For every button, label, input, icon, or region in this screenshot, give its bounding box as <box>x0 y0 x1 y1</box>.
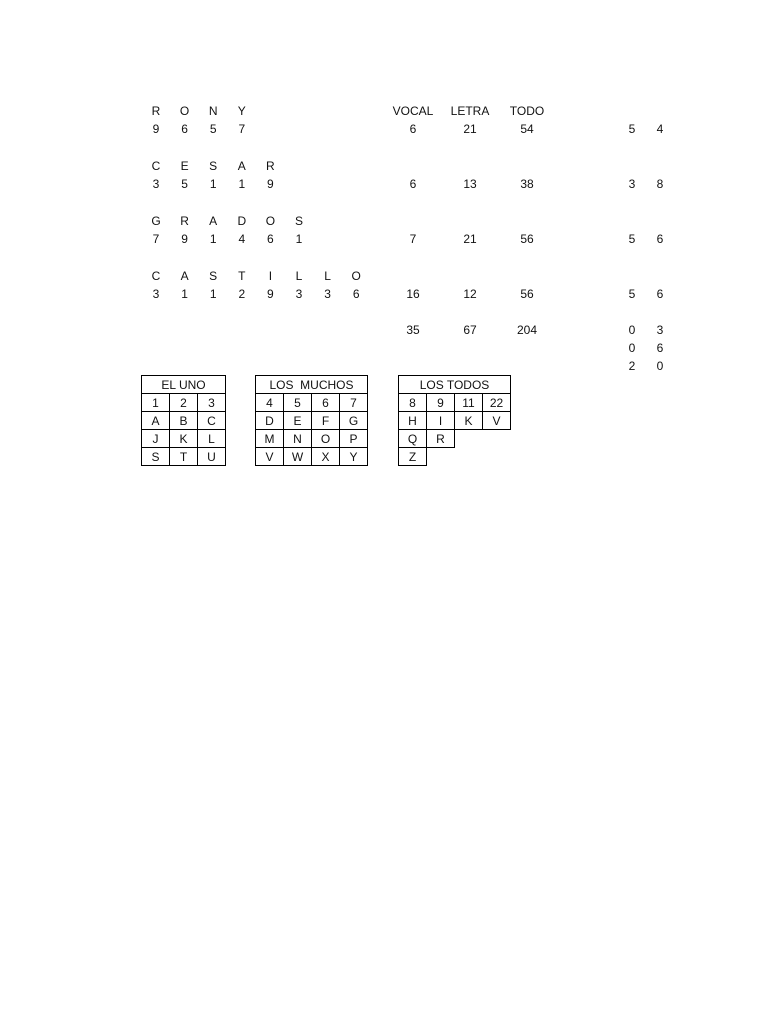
name-digit: 1 <box>209 177 217 191</box>
table-cell: 1 <box>142 394 170 412</box>
name-letter: S <box>209 159 218 173</box>
table-cell: 8 <box>399 394 427 412</box>
table-cell: U <box>198 448 226 466</box>
table-cell: 7 <box>340 394 368 412</box>
result-digit: 4 <box>656 122 664 136</box>
name-digit: 1 <box>238 177 246 191</box>
name-digit: 9 <box>181 232 188 246</box>
name-letter: S <box>209 269 218 283</box>
name-digit: 3 <box>324 287 331 301</box>
name-digit: 5 <box>209 122 217 136</box>
name-letter: N <box>208 104 218 118</box>
right-col-3-a: 2 <box>628 359 636 373</box>
empty-cell <box>455 448 483 466</box>
table-title: EL UNO <box>142 376 226 394</box>
table-cell: R <box>427 430 455 448</box>
name-digit: 3 <box>152 287 160 301</box>
todo-value: 56 <box>520 232 534 246</box>
table-cell: E <box>284 412 312 430</box>
name-letter: O <box>351 269 361 283</box>
name-digit: 7 <box>238 122 246 136</box>
name-letter: A <box>209 214 218 228</box>
name-letter: E <box>180 159 189 173</box>
name-digit: 1 <box>209 287 217 301</box>
result-digit: 6 <box>656 232 664 246</box>
name-digit: 3 <box>295 287 303 301</box>
table-title: LOS TODOS <box>399 376 511 394</box>
table-cell: N <box>284 430 312 448</box>
right-col-2-b: 6 <box>656 341 664 355</box>
table-cell: 9 <box>427 394 455 412</box>
table-cell: H <box>399 412 427 430</box>
table-cell: P <box>340 430 368 448</box>
todo-value: 56 <box>520 287 534 301</box>
name-digit: 6 <box>181 122 188 136</box>
table-cell: Q <box>399 430 427 448</box>
result-digit: 5 <box>628 232 636 246</box>
header-vocal: VOCAL <box>392 104 434 118</box>
name-letter: C <box>151 269 161 283</box>
table-cell: 2 <box>170 394 198 412</box>
name-digit: 2 <box>238 287 246 301</box>
todo-value: 54 <box>520 122 534 136</box>
result-digit: 5 <box>628 287 636 301</box>
empty-cell <box>427 448 455 466</box>
table-cell: 22 <box>483 394 511 412</box>
name-letter: Y <box>237 104 246 118</box>
table-cell: 6 <box>312 394 340 412</box>
name-digit: 9 <box>152 122 160 136</box>
table-title: LOS MUCHOS <box>256 376 368 394</box>
name-letter: D <box>237 214 247 228</box>
name-digit: 9 <box>267 177 274 191</box>
table-cell: F <box>312 412 340 430</box>
name-letter: R <box>151 104 161 118</box>
table-cell: B <box>170 412 198 430</box>
name-letter: S <box>294 214 303 228</box>
table-cell: I <box>427 412 455 430</box>
right-col-1-a: 0 <box>628 323 636 337</box>
name-letter: L <box>324 269 331 283</box>
table-cell: J <box>142 430 170 448</box>
table-cell: K <box>170 430 198 448</box>
table-cell: W <box>284 448 312 466</box>
name-letter: A <box>237 159 246 173</box>
result-digit: 6 <box>656 287 664 301</box>
table-cell: M <box>256 430 284 448</box>
table-cell: Z <box>399 448 427 466</box>
todo-value: 38 <box>520 177 534 191</box>
name-digit: 4 <box>238 232 246 246</box>
name-digit: 5 <box>181 177 188 191</box>
vocal-value: 16 <box>406 287 420 301</box>
name-letter: G <box>151 214 161 228</box>
table-cell: O <box>312 430 340 448</box>
total-letra: 67 <box>463 323 477 337</box>
letra-value: 12 <box>463 287 477 301</box>
table-cell: Y <box>340 448 368 466</box>
name-digit: 3 <box>152 177 160 191</box>
vocal-value: 7 <box>409 232 417 246</box>
vocal-value: 6 <box>409 177 417 191</box>
right-col-3-b: 0 <box>656 359 664 373</box>
letra-value: 21 <box>463 232 477 246</box>
empty-cell <box>483 430 511 448</box>
table-cell: D <box>256 412 284 430</box>
name-digit: 7 <box>152 232 160 246</box>
name-letter: A <box>180 269 189 283</box>
name-letter: O <box>265 214 276 228</box>
header-letra: LETRA <box>450 104 490 118</box>
empty-cell <box>455 430 483 448</box>
name-digit: 1 <box>295 232 303 246</box>
name-letter: R <box>266 159 275 173</box>
name-letter: I <box>268 269 273 283</box>
table-cell: V <box>256 448 284 466</box>
right-col-2-a: 0 <box>628 341 636 355</box>
table-los-muchos <box>255 375 368 466</box>
name-letter: C <box>151 159 161 173</box>
table-cell: 11 <box>455 394 483 412</box>
name-digit: 1 <box>181 287 188 301</box>
table-cell: V <box>483 412 511 430</box>
result-digit: 5 <box>628 122 636 136</box>
name-digit: 6 <box>352 287 360 301</box>
name-digit: 9 <box>267 287 274 301</box>
table-cell: S <box>142 448 170 466</box>
table-cell: 4 <box>256 394 284 412</box>
name-letter: T <box>238 269 246 283</box>
table-cell: K <box>455 412 483 430</box>
table-cell: G <box>340 412 368 430</box>
header-todo: TODO <box>509 104 545 118</box>
name-digit: 1 <box>209 232 217 246</box>
table-cell: T <box>170 448 198 466</box>
total-vocal: 35 <box>406 323 420 337</box>
table-cell: C <box>198 412 226 430</box>
name-letter: L <box>295 269 303 283</box>
result-digit: 3 <box>628 177 636 191</box>
letra-value: 21 <box>463 122 477 136</box>
table-cell: X <box>312 448 340 466</box>
name-letter: O <box>179 104 190 118</box>
table-los-todos <box>398 375 511 466</box>
name-digit: 6 <box>267 232 274 246</box>
table-el-uno <box>141 375 226 466</box>
empty-cell <box>483 448 511 466</box>
total-todo: 204 <box>516 323 538 337</box>
table-cell: 3 <box>198 394 226 412</box>
vocal-value: 6 <box>409 122 417 136</box>
table-cell: A <box>142 412 170 430</box>
result-digit: 8 <box>656 177 664 191</box>
name-letter: R <box>180 214 189 228</box>
right-col-1-b: 3 <box>656 323 664 337</box>
table-cell: 5 <box>284 394 312 412</box>
table-cell: L <box>198 430 226 448</box>
letra-value: 13 <box>463 177 477 191</box>
